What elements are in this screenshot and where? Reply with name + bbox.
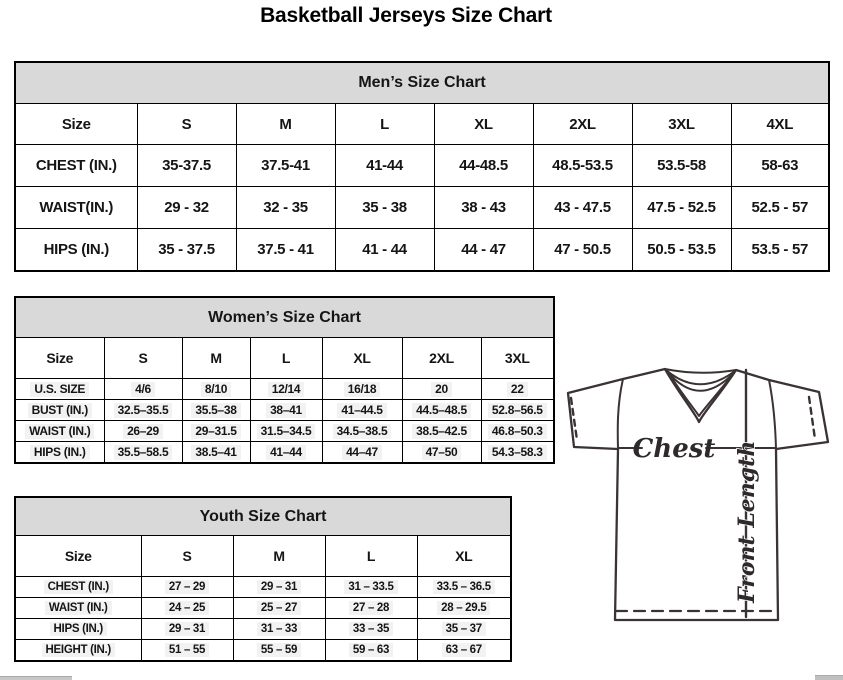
youth-waist-xl	[417, 598, 511, 619]
mens-waist-s: 29 - 32	[137, 187, 236, 229]
mens-hips-s: 35 - 37.5	[137, 229, 236, 272]
womens-bust-m	[182, 400, 250, 421]
womens-hips-xl	[322, 442, 402, 464]
cell-text: 31.5–34.5	[257, 424, 316, 439]
youth-waist-row	[15, 598, 511, 619]
womens-bust-row	[15, 400, 554, 421]
mens-hips-4xl: 53.5 - 57	[731, 229, 829, 272]
mens-waist-xl: 38 - 43	[434, 187, 533, 229]
mens-waist-row	[15, 187, 829, 229]
mens-size-chart-table	[14, 61, 830, 272]
cell-text: WAIST (IN.)	[25, 424, 94, 439]
cell-text: 38–41	[266, 403, 306, 418]
cell-text: 52.8–56.5	[488, 403, 547, 418]
cell-text: U.S. SIZE	[30, 382, 89, 397]
youth-header-m: M	[233, 536, 325, 577]
cell-text: 35.5–58.5	[114, 445, 173, 460]
mens-header-s: S	[137, 104, 236, 145]
cell-text: HIPS (IN.)	[30, 445, 90, 460]
jersey-outline-icon	[556, 360, 834, 628]
jersey-measurement-diagram	[556, 360, 834, 628]
youth-header-size: Size	[15, 536, 141, 577]
womens-header-xl: XL	[322, 338, 402, 379]
jersey-body-outline	[568, 369, 828, 620]
chest-label: Chest	[632, 434, 716, 464]
cell-text: 20	[431, 382, 452, 397]
cell-text: 27 – 28	[349, 601, 393, 615]
jersey-collar-top	[665, 369, 736, 373]
mens-header-xl: XL	[434, 104, 533, 145]
youth-waist-label	[15, 598, 141, 619]
front-length-label: Front Length	[734, 440, 760, 603]
mens-chart-title: Men’s Size Chart	[15, 62, 829, 104]
mens-waist-3xl: 47.5 - 52.5	[632, 187, 731, 229]
jersey-right-cuff-dash	[809, 397, 815, 439]
womens-ussize-l	[250, 379, 322, 400]
cell-text: 35.5–38	[191, 403, 240, 418]
youth-chest-xl	[417, 577, 511, 598]
mens-chest-l: 41-44	[335, 145, 434, 187]
womens-waist-s	[104, 421, 182, 442]
youth-hips-row	[15, 619, 511, 640]
womens-waist-label	[15, 421, 104, 442]
cell-text: 25 – 27	[257, 601, 301, 615]
womens-header-s: S	[104, 338, 182, 379]
mens-header-2xl: 2XL	[533, 104, 632, 145]
cell-text: HEIGHT (IN.)	[42, 643, 115, 657]
youth-height-row	[15, 640, 511, 662]
horizontal-scrollbar-right-fragment[interactable]	[815, 675, 843, 680]
womens-hips-2xl	[402, 442, 481, 464]
womens-waist-xl	[322, 421, 402, 442]
youth-chest-label	[15, 577, 141, 598]
youth-chest-m	[233, 577, 325, 598]
cell-text: 32.5–35.5	[114, 403, 173, 418]
womens-bust-s	[104, 400, 182, 421]
cell-text: 31 – 33	[257, 622, 301, 636]
cell-text: 29 – 31	[165, 622, 209, 636]
cell-text: 28 – 29.5	[437, 601, 490, 615]
youth-height-xl	[417, 640, 511, 662]
womens-waist-m	[182, 421, 250, 442]
cell-text: 46.8–50.3	[488, 424, 547, 439]
womens-waist-row	[15, 421, 554, 442]
womens-ussize-label	[15, 379, 104, 400]
womens-waist-3xl	[481, 421, 554, 442]
mens-waist-4xl: 52.5 - 57	[731, 187, 829, 229]
mens-waist-label: WAIST(IN.)	[15, 187, 137, 229]
mens-hips-label: HIPS (IN.)	[15, 229, 137, 272]
cell-text: 63 – 67	[442, 643, 486, 657]
mens-chest-3xl: 53.5-58	[632, 145, 731, 187]
womens-ussize-2xl	[402, 379, 481, 400]
mens-hips-l: 41 - 44	[335, 229, 434, 272]
mens-chest-2xl: 48.5-53.5	[533, 145, 632, 187]
cell-text: 33.5 – 36.5	[433, 580, 495, 594]
youth-height-label	[15, 640, 141, 662]
jersey-left-seam	[618, 379, 623, 449]
cell-text: 38.5–42.5	[412, 424, 471, 439]
womens-hips-3xl	[481, 442, 554, 464]
mens-hips-2xl: 47 - 50.5	[533, 229, 632, 272]
cell-text: 4/6	[131, 382, 155, 397]
youth-header-l: L	[325, 536, 417, 577]
youth-hips-l	[325, 619, 417, 640]
jersey-right-seam	[769, 380, 776, 449]
womens-header-m: M	[182, 338, 250, 379]
mens-waist-m: 32 - 35	[236, 187, 335, 229]
womens-waist-l	[250, 421, 322, 442]
youth-hips-xl	[417, 619, 511, 640]
cell-text: 55 – 59	[257, 643, 301, 657]
cell-text: 51 – 55	[165, 643, 209, 657]
mens-chest-m: 37.5-41	[236, 145, 335, 187]
mens-chest-s: 35-37.5	[137, 145, 236, 187]
womens-hips-l	[250, 442, 322, 464]
youth-height-m	[233, 640, 325, 662]
womens-hips-label	[15, 442, 104, 464]
cell-text: 44–47	[342, 445, 382, 460]
mens-chest-4xl: 58-63	[731, 145, 829, 187]
cell-text: 29 – 31	[257, 580, 301, 594]
mens-hips-xl: 44 - 47	[434, 229, 533, 272]
youth-header-s: S	[141, 536, 233, 577]
cell-text: 47–50	[422, 445, 462, 460]
cell-text: 44.5–48.5	[412, 403, 471, 418]
cell-text: 33 – 35	[349, 622, 393, 636]
cell-text: 27 – 29	[165, 580, 209, 594]
womens-ussize-s	[104, 379, 182, 400]
womens-hips-s	[104, 442, 182, 464]
cell-text: 8/10	[201, 382, 231, 397]
youth-size-chart-table	[14, 496, 512, 662]
mens-chest-row	[15, 145, 829, 187]
womens-ussize-3xl	[481, 379, 554, 400]
mens-header-m: M	[236, 104, 335, 145]
cell-text: BUST (IN.)	[28, 403, 92, 418]
mens-header-4xl: 4XL	[731, 104, 829, 145]
womens-hips-row	[15, 442, 554, 464]
cell-text: WAIST (IN.)	[45, 601, 112, 615]
cell-text: 54.3–58.3	[488, 445, 547, 460]
womens-waist-2xl	[402, 421, 481, 442]
page-title: Basketball Jerseys Size Chart	[260, 4, 552, 27]
womens-header-3xl: 3XL	[481, 338, 554, 379]
cell-text: 34.5–38.5	[333, 424, 392, 439]
cell-text: CHEST (IN.)	[44, 580, 113, 594]
womens-ussize-row	[15, 379, 554, 400]
youth-chest-s	[141, 577, 233, 598]
cell-text: 31 – 33.5	[344, 580, 397, 594]
youth-chest-l	[325, 577, 417, 598]
cell-text: 41–44	[266, 445, 306, 460]
youth-waist-m	[233, 598, 325, 619]
youth-chart-title: Youth Size Chart	[15, 497, 511, 536]
womens-hips-m	[182, 442, 250, 464]
cell-text: 38.5–41	[191, 445, 240, 460]
cell-text: 26–29	[123, 424, 163, 439]
cell-text: HIPS (IN.)	[50, 622, 107, 636]
womens-ussize-m	[182, 379, 250, 400]
womens-bust-l	[250, 400, 322, 421]
cell-text: 24 – 25	[165, 601, 209, 615]
mens-waist-l: 35 - 38	[335, 187, 434, 229]
mens-header-size: Size	[15, 104, 137, 145]
horizontal-scrollbar-left-fragment[interactable]	[0, 676, 72, 680]
womens-header-size: Size	[15, 338, 104, 379]
mens-header-l: L	[335, 104, 434, 145]
youth-hips-m	[233, 619, 325, 640]
womens-bust-3xl	[481, 400, 554, 421]
mens-header-3xl: 3XL	[632, 104, 731, 145]
mens-chest-xl: 44-48.5	[434, 145, 533, 187]
youth-hips-label	[15, 619, 141, 640]
cell-text: 35 – 37	[442, 622, 486, 636]
mens-waist-2xl: 43 - 47.5	[533, 187, 632, 229]
womens-bust-xl	[322, 400, 402, 421]
cell-text: 12/14	[268, 382, 305, 397]
womens-bust-label	[15, 400, 104, 421]
womens-chart-title: Women’s Size Chart	[15, 297, 554, 338]
youth-height-s	[141, 640, 233, 662]
womens-size-chart-table	[14, 296, 555, 464]
youth-height-l	[325, 640, 417, 662]
youth-hips-s	[141, 619, 233, 640]
womens-header-2xl: 2XL	[402, 338, 481, 379]
youth-waist-l	[325, 598, 417, 619]
mens-hips-row	[15, 229, 829, 272]
youth-waist-s	[141, 598, 233, 619]
cell-text: 59 – 63	[349, 643, 393, 657]
cell-text: 22	[507, 382, 528, 397]
mens-hips-m: 37.5 - 41	[236, 229, 335, 272]
cell-text: 29–31.5	[191, 424, 240, 439]
mens-hips-3xl: 50.5 - 53.5	[632, 229, 731, 272]
cell-text: 41–44.5	[337, 403, 386, 418]
womens-header-l: L	[250, 338, 322, 379]
mens-chest-label: CHEST (IN.)	[15, 145, 137, 187]
youth-header-xl: XL	[417, 536, 511, 577]
youth-chest-row	[15, 577, 511, 598]
womens-ussize-xl	[322, 379, 402, 400]
cell-text: 16/18	[344, 382, 381, 397]
womens-bust-2xl	[402, 400, 481, 421]
